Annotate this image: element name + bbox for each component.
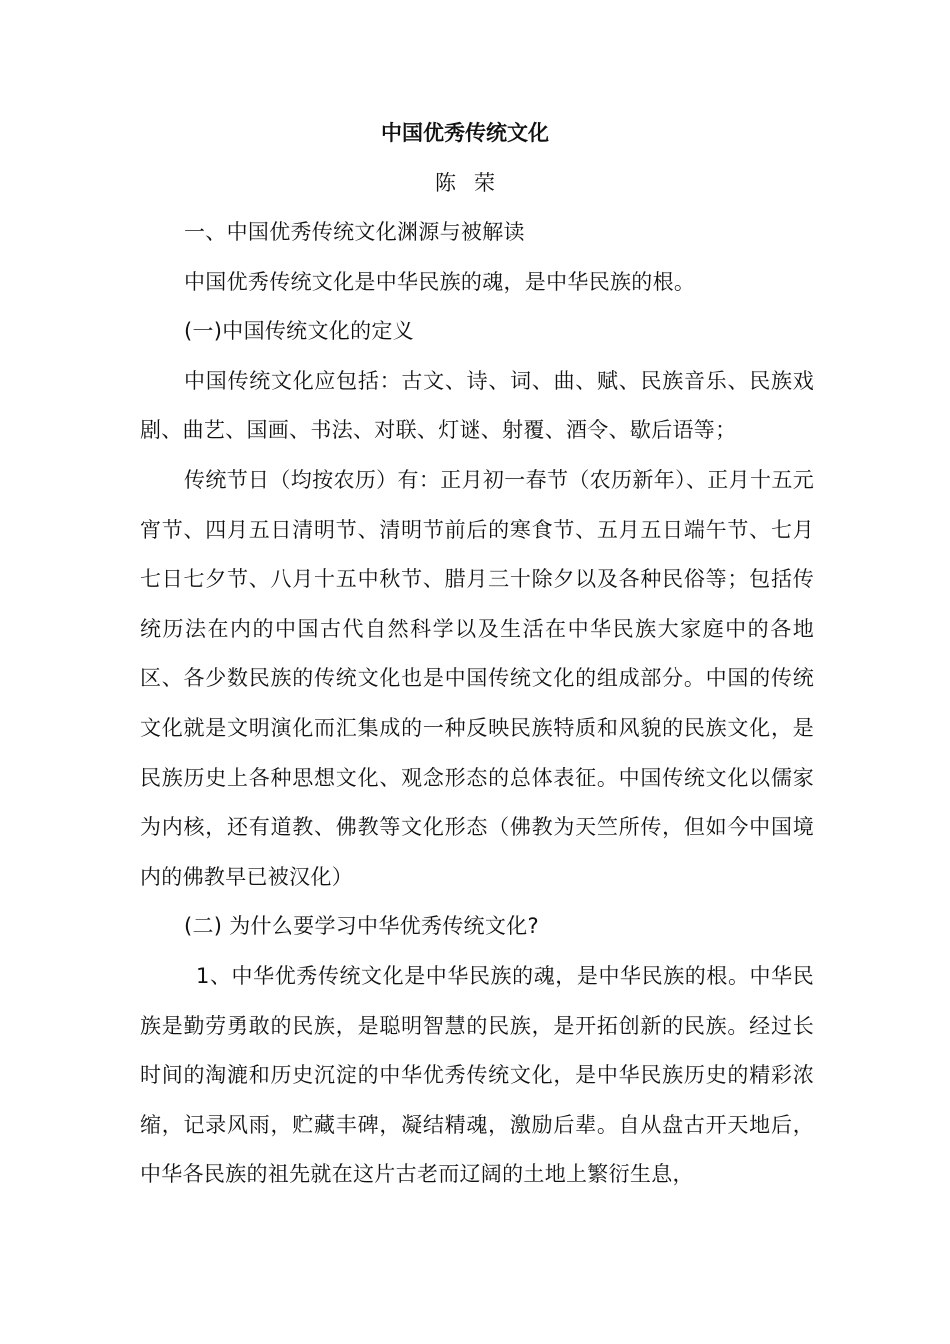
document-author: 陈荣 xyxy=(435,171,513,195)
paragraph: 中国传统文化应包括：古文、诗、词、曲、赋、民族音乐、民族戏剧、曲艺、国画、书法、对联、灯谜、射覆、酒令、歇后语等； xyxy=(140,368,814,443)
subsection-heading: (二) 为什么要学习中华优秀传统文化? xyxy=(184,914,539,939)
section-heading: 一、中国优秀传统文化渊源与被解读 xyxy=(184,220,525,244)
paragraph: 中国优秀传统文化是中华民族的魂，是中华民族的根。 xyxy=(184,269,696,294)
subsection-heading: (一)中国传统文化的定义 xyxy=(184,319,414,344)
document-body xyxy=(140,208,814,1200)
paragraph: 1、中华优秀传统文化是中华民族的魂，是中华民族的根。中华民族是勤劳勇敢的民族，是聪明智慧的民族，是开拓创新的民族。经过长时间的淘漉和历史沉淀的中华优秀传统文化，是中华民族历史的精彩浓缩，记录风雨，贮藏丰碑，凝结精魂，激励后辈。自从盘古开天地后，中华各民族的祖先就在这片古老而辽阔的土地上繁衍生息， xyxy=(140,963,814,1187)
paragraph: 传统节日（均按农历）有：正月初一春节（农历新年）、正月十五元宵节、四月五日清明节、清明节前后的寒食节、五月五日端午节、七月七日七夕节、八月十五中秋节、腊月三十除夕以及各种民俗等；包括传统历法在内的中国古代自然科学以及生活在中华民族大家庭中的各地区、各少数民族的传统文化也是中国传统文化的组成部分。中国的传统文化就是文明演化而汇集成的一种反映民族特质和风貌的民族文化，是民族历史上各种思想文化、观念形态的总体表征。中国传统文化以儒家为内核，还有道教、佛教等文化形态（佛教为天竺所传，但如今中国境内的佛教早已被汉化） xyxy=(140,467,814,889)
document-title: 中国优秀传统文化 xyxy=(381,121,549,145)
